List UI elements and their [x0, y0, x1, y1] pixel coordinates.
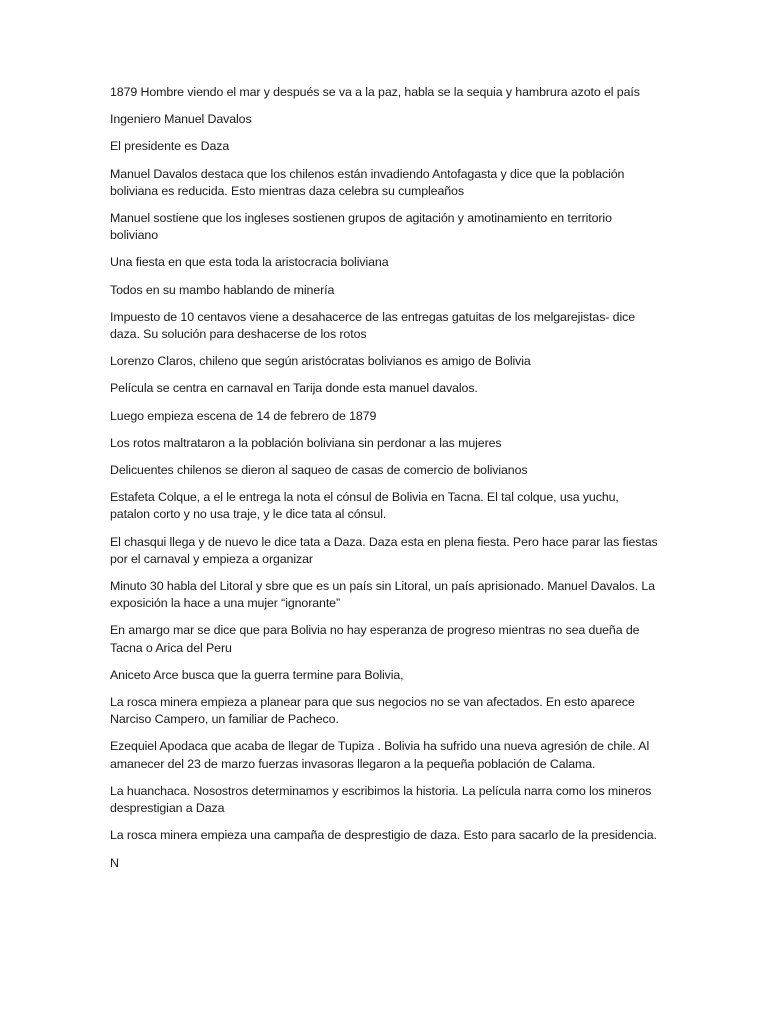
paragraph: El presidente es Daza [110, 139, 230, 154]
paragraph: Aniceto Arce busca que la guerra termine para Bolivia, [110, 667, 404, 682]
paragraph: Una fiesta en que esta toda la aristocracia boliviana [110, 255, 389, 270]
paragraph: Luego empieza escena de 14 de febrero de 1879 [110, 408, 377, 423]
paragraph: Todos en su mambo hablando de minería [110, 282, 335, 297]
paragraph: Película se centra en carnaval en Tarija donde esta manuel davalos. [110, 381, 478, 396]
paragraph: La huanchaca. Nosostros determinamos y escribimos la historia. La película narra como los mineros desprestigian a Daza [110, 783, 652, 816]
document-body [110, 84, 658, 882]
paragraph: Los rotos maltrataron a la población boliviana sin perdonar a las mujeres [110, 435, 502, 450]
paragraph: N [110, 855, 119, 870]
paragraph: La rosca minera empieza una campaña de desprestigio de daza. Esto para sacarlo de la presidencia. [110, 828, 657, 843]
paragraph: Minuto 30 habla del Litoral y sbre que es un país sin Litoral, un país aprisionado. Manuel Davalos. La exposición la hace a una mujer “ignorante” [110, 579, 655, 611]
paragraph: Ingeniero Manuel Davalos [110, 112, 252, 127]
paragraph: Delicuentes chilenos se dieron al saqueo de casas de comercio de bolivianos [110, 463, 528, 478]
paragraph: La rosca minera empieza a planear para que sus negocios no se van afectados. En esto aparece Narciso Campero, un familiar de Pacheco. [110, 695, 635, 727]
paragraph: Manuel Davalos destaca que los chilenos están invadiendo Antofagasta y dice que la población boliviana es reducida. Esto mientras daza celebra su cumpleaños [110, 166, 625, 198]
paragraph: Estafeta Colque, a el le entrega la nota el cónsul de Bolivia en Tacna. El tal colque, usa yuchu, patalon corto y no usa traje, y le dice tata al cónsul. [110, 490, 619, 522]
paragraph: Lorenzo Claros, chileno que según aristócratas bolivianos es amigo de Bolivia [110, 354, 531, 369]
paragraph: En amargo mar se dice que para Bolivia no hay esperanza de progreso mientras no sea dueña de Tacna o Arica del Peru [110, 623, 640, 655]
paragraph: 1879 Hombre viendo el mar y después se va a la paz, habla se la sequia y hambrura azoto el país [110, 85, 640, 99]
paragraph: El chasqui llega y de nuevo le dice tata a Daza. Daza esta en plena fiesta. Pero hace parar las fiestas por el carnaval y empieza a organizar [110, 534, 658, 566]
paragraph: Manuel sostiene que los ingleses sostienen grupos de agitación y amotinamiento en territorio boliviano [110, 211, 612, 243]
paragraph: Ezequiel Apodaca que acaba de llegar de Tupiza . Bolivia ha sufrido una nueva agresión de chile. Al amanecer del 23 de marzo fuerzas invasoras llegaron a la pequeña población de Calama. [110, 739, 650, 771]
paragraph: Impuesto de 10 centavos viene a desahacerce de las entregas gatuitas de los melgarejistas- dice daza. Su solución para deshacerse de los rotos [110, 309, 635, 342]
